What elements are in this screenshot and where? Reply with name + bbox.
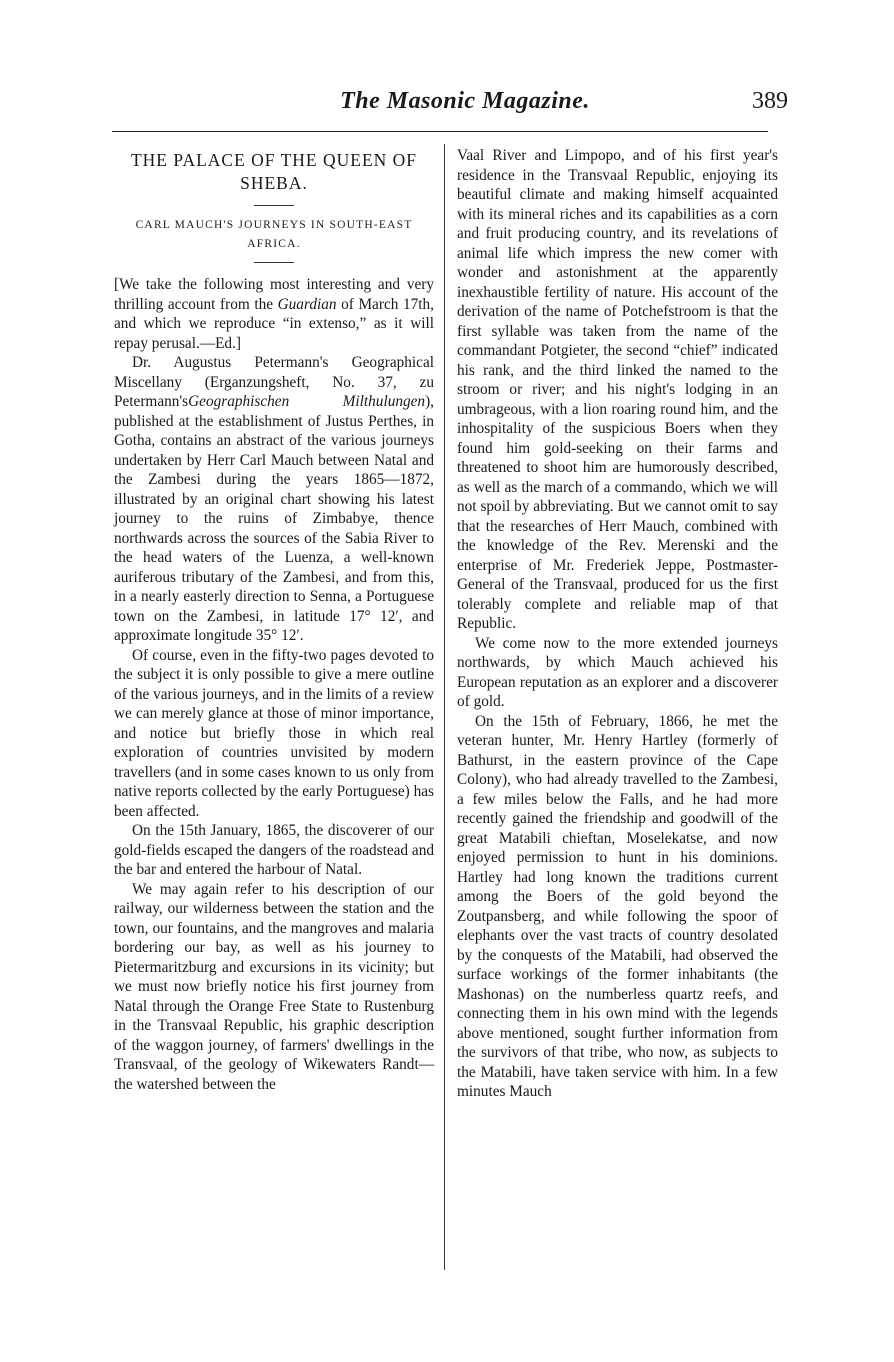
running-title: The Masonic Magazine. — [340, 88, 590, 114]
paragraph-petermann-text-b: ), published at the establishment of Justus Perthes, in Gotha, contains an abstract of the various journeys undertaken by Herr Carl Mauch between Natal and the Zambesi during the years 1865—1872, illustrated by an original chart showing his latest journey to the ruins of Zimbabye, thence northwards across the sources of the Sabia River to the head waters of the Luenza, a well-known auriferous tributary of the Zambesi, and from this, in a nearly easterly direction to Senna, a Portuguese town on the Zambesi, in latitude 17° 12′, and approximate longitude 35° 12′. — [114, 393, 434, 644]
left-column — [114, 146, 434, 1094]
article-title: THE PALACE OF THE QUEEN OF SHEBA. — [130, 150, 418, 193]
editor-note-text-b: of March 17th, and which we reproduce “in extenso,” as it will repay perusal.—Ed.] — [114, 295, 434, 352]
paragraph-petermann-italic: Geographischen Milthulungen — [188, 393, 426, 410]
paragraph-arrival: On the 15th January, 1865, the discoverer of our gold-fields escaped the dangers of the roadstead and the bar and entered the harbour of Natal. — [114, 822, 434, 878]
page-number: 389 — [752, 88, 788, 114]
subtitle-rule — [254, 262, 294, 263]
paragraph-transvaal: Vaal River and Limpopo, and of his first year's residence in the Transvaal Republic, enjoying its beautiful climate and making himself acquainted with its mineral riches and its capabilities as a corn and fruit producing country, and its revelations of animal life which impress the new comer with wonder and astonishment at the apparently inexhaustible fertility of nature. His account of the derivation of the name of Potchefstroom is that the first syllable was taken from the name of the commandant Potgieter, the second “chief” indicated his rank, and the third linked the named to the stroom or river; and his night's lodging in an umbrageous, with a lion roaring round him, and the inhospitality of the suspicious Boers when they found him gold-seeking on their farms and threatened to shoot him are humorously described, as well as the march of a commando, which we will not spoil by abbreviating. But we cannot omit to say that the researches of Herr Mauch, combined with the knowledge of the Rev. Merenski and the enterprise of Mr. Frederiek Jeppe, Postmaster-General of the Transvaal, produced for us the first tolerably complete and reliable map of that Republic. — [457, 147, 778, 632]
editor-note-italic: Guardian — [277, 295, 337, 313]
header-rule — [112, 131, 768, 132]
article-subtitle: CARL MAUCH'S JOURNEYS IN SOUTH-EAST AFRICA. — [135, 219, 413, 250]
paragraph-outline: Of course, even in the fifty-two pages devoted to the subject it is only possible to give a mere outline of the various journeys, and in the limits of a review we can merely glance at those of minor importance, and notice but briefly those in which real exploration of countries unvisited by modern travellers (and in some cases known to us only from native reports collected by the early Portuguese) has been affected. — [114, 646, 434, 820]
editor-note-paragraph — [114, 275, 434, 353]
running-head — [112, 88, 788, 124]
paragraph-petermann-text-a: Dr. Augustus Petermann's Geographical Miscellany (Erganzungsheft, No. 37, zu Petermann's — [114, 354, 434, 410]
editor-note-text-a: [We take the following most interesting and very thrilling account from the — [114, 276, 434, 313]
right-column — [457, 146, 778, 1102]
title-rule — [254, 205, 294, 206]
paragraph-hartley: On the 15th of February, 1866, he met the veteran hunter, Mr. Henry Hartley (formerly of Bathurst, in the eastern province of the Cape Colony), who had already travelled to the Zambesi, a few miles below the Falls, and he had more recently gained the friendship and goodwill of the great Matabili chieftan, Moselekatse, and now enjoyed permission to hunt in his dominions. Hartley had long known the traditions current among the Boers of the gold beyond the Zoutpansberg, and while following the spoor of elephants over the vast tracts of country desolated by the conquests of the Matabili, had observed the surface workings of the former inhabitants (the Mashonas) on the numberless quartz reefs, and connecting them in his own mind with the legends above mentioned, sought further information from the survivors of that tribe, who now, as subjects to the Matabili, have taken service with him. In a few minutes Mauch — [457, 712, 778, 1100]
paragraph-description: We may again refer to his description of our railway, our wilderness between the station and the town, our fountains, and the mangroves and malaria bordering our bay, as well as his journey to Pietermaritzburg and excursions in its vicinity; but we must now briefly notice his first journey from Natal through the Orange Free State to Rustenburg in the Transvaal Republic, his graphic description of the waggon journey, of farmers' dwellings in the Transvaal, of the geology of Wikewaters Randt—the watershed between the — [114, 880, 434, 1093]
paragraph-petermann — [114, 353, 434, 646]
column-divider — [444, 144, 445, 1270]
paragraph-northwards: We come now to the more extended journeys northwards, by which Mauch achieved his European reputation as an explorer and a discoverer of gold. — [457, 634, 778, 710]
